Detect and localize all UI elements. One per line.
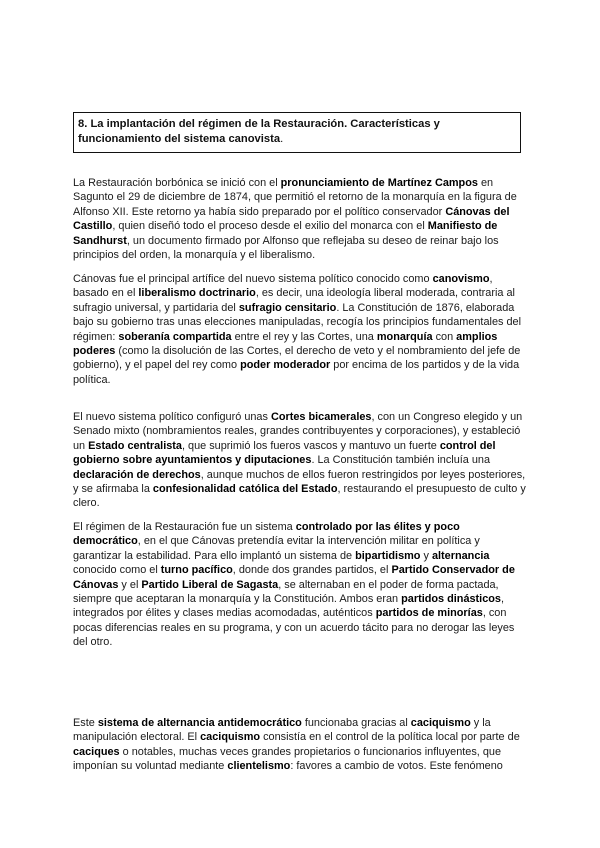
paragraph-5 <box>73 716 529 774</box>
text-run: , quien diseñó todo el proceso desde el exilio del monarca con el <box>112 220 428 233</box>
bold-term: amplios poderes <box>73 330 498 358</box>
bold-term: liberalismo doctrinario <box>138 287 256 300</box>
text-run: conocido como el <box>73 564 161 577</box>
bold-term: Partido Conservador de Cánovas <box>73 564 515 591</box>
text-run: La Restauración borbónica se inició con el <box>73 177 281 189</box>
text-run: , con un Congreso elegido y un Senado mixto (nombramientos reales, grandes contribuyentes y corporaciones), y estableció un <box>73 411 523 452</box>
bold-term: confesionalidad católica del Estado <box>152 483 338 496</box>
text-run: y la manipulación electoral. El <box>73 717 491 744</box>
bold-term: sufragio censitario <box>238 301 337 314</box>
bold-term: caciquismo <box>410 717 471 729</box>
bold-term: declaración de derechos <box>73 468 201 481</box>
text-run: El nuevo sistema político configuró unas <box>73 411 271 423</box>
section-title-box <box>73 112 521 153</box>
bold-term: alternancia <box>431 549 490 562</box>
section-title: 8. La implantación del régimen de la Restauración. Características y funcionamiento del sistema canovista <box>78 118 440 145</box>
text-run: con <box>432 330 457 343</box>
text-run: , basado en el <box>73 273 493 300</box>
paragraph-3 <box>73 410 529 511</box>
text-run: El régimen de la Restauración fue un sistema <box>73 521 296 533</box>
text-run: funcionaba gracias al <box>301 717 411 729</box>
text-run: , donde dos grandes partidos, el <box>232 564 392 577</box>
bold-term: soberanía compartida <box>118 330 232 343</box>
text-run: en Sagunto el 29 de diciembre de 1874, que permitió el retorno de la monarquía en la figura de Alfonso XII. Este retorno ya había sido preparado por el político conservador <box>73 177 517 218</box>
paragraph-4 <box>73 520 529 650</box>
section-title-suffix: . <box>280 132 284 145</box>
bold-term: partidos dinásticos <box>401 593 501 606</box>
paragraph-2 <box>73 272 529 387</box>
bold-term: caciquismo <box>200 731 261 744</box>
bold-term: Manifiesto de Sandhurst <box>73 220 498 247</box>
bold-term: partidos de minorías <box>375 607 483 620</box>
bold-term: canovismo <box>432 273 490 285</box>
bold-term: Cánovas del Castillo <box>73 205 510 233</box>
text-run: y <box>420 549 432 562</box>
bold-term: poder moderador <box>240 359 331 372</box>
text-run: , restaurando el presupuesto de culto y clero. <box>73 483 526 510</box>
bold-term: caciques <box>73 745 120 758</box>
text-run: , integrados por élites y clases medias acomodadas, auténticos <box>73 593 505 620</box>
bold-term: control del gobierno sobre ayuntamientos y diputaciones <box>73 439 496 467</box>
text-run: consistía en el control de la política local por parte de <box>260 731 520 744</box>
text-run: . La Constitución también incluía una <box>311 454 491 467</box>
text-run: . La Constitución de 1876, elaborada bajo su gobierno tras unas elecciones manipuladas, recogía los principios fundamentales del régimen: <box>73 301 521 343</box>
text-run: (como la disolución de las Cortes, el derecho de veto y el nombramiento del jefe de gobierno), y el papel del rey como <box>73 345 521 372</box>
text-run: , un documento firmado por Alfonso que reflejaba su deseo de reinar bajo los principios del orden, la monarquía y el liberalismo. <box>73 234 499 262</box>
text-run: o notables, muchas veces grandes propietarios o funcionarios influyentes, que imponían su voluntad mediante <box>73 745 502 773</box>
bold-term: bipartidismo <box>355 549 421 562</box>
text-run: , aunque muchos de ellos fueron restringidos por leyes posteriores, y se afirmaba la <box>73 468 526 496</box>
bold-term: Estado centralista <box>88 439 182 452</box>
bold-term: monarquía <box>376 330 433 343</box>
bold-term: Partido Liberal de Sagasta <box>141 578 279 591</box>
bold-term: clientelismo <box>227 760 291 773</box>
text-run: , que suprimió los fueros vascos y mantuvo un fuerte <box>181 439 440 452</box>
bold-term: turno pacífico <box>160 564 233 577</box>
text-run: Cánovas fue el principal artífice del nuevo sistema político conocido como <box>73 273 433 285</box>
bold-term: pronunciamiento de Martínez Campos <box>280 177 478 189</box>
bold-term: Cortes bicamerales <box>270 411 372 423</box>
bold-term: controlado por las élites y poco democrático <box>73 521 460 548</box>
text-run: por encima de los partidos y de la vida política. <box>73 359 520 386</box>
bold-term: sistema de alternancia antidemocrático <box>97 717 302 729</box>
text-run: , se alternaban en el poder de forma pactada, siempre que aceptaran la monarquía y la Constitución. Ambos eran <box>73 578 499 606</box>
text-run: , con pocas diferencias reales en su programa, y con un acuerdo tácito para no derogar las leyes del otro. <box>73 607 515 649</box>
text-run: Este <box>73 717 98 729</box>
paragraph-1 <box>73 176 529 262</box>
text-run: y el <box>118 578 142 591</box>
text-run: entre el rey y las Cortes, una <box>231 330 377 343</box>
text-run: : favores a cambio de votos. Este fenómeno <box>290 760 503 773</box>
text-run: , en el que Cánovas pretendía evitar la intervención militar en política y garantizar la estabilidad. Para ello implantó un sistema de <box>73 535 480 562</box>
text-run: , es decir, una ideología liberal moderada, contraria al sufragio universal, y partidaria del <box>73 287 515 314</box>
